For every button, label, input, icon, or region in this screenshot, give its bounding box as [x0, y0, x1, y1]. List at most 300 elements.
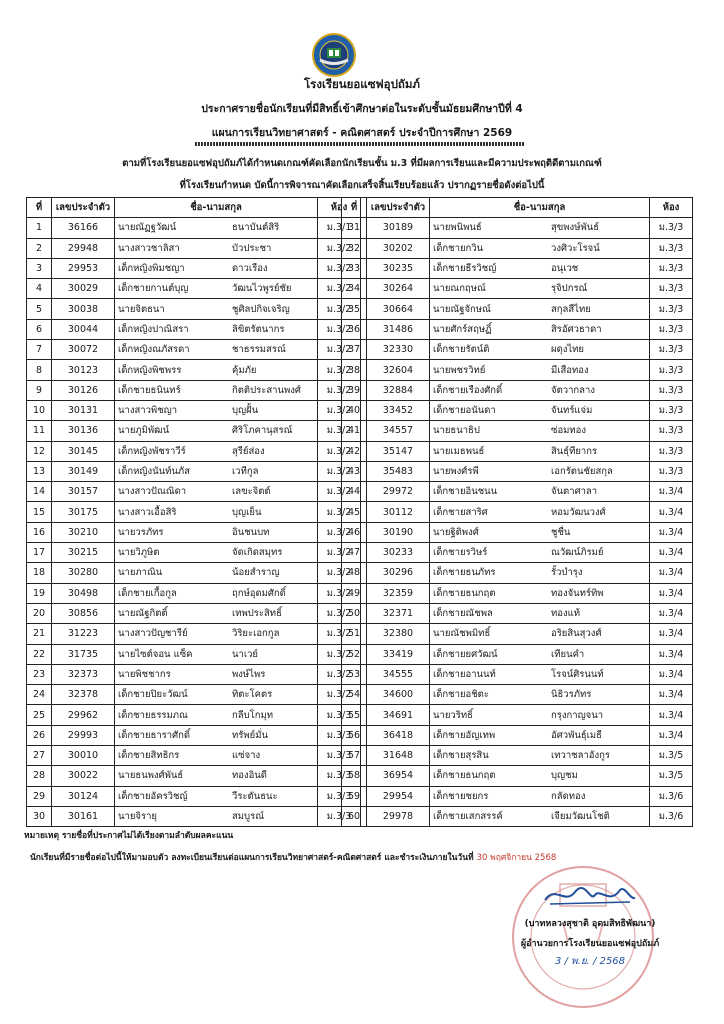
student-first-name: นายจิรายุ — [115, 806, 230, 826]
student-id: 35147 — [367, 441, 430, 461]
student-last-name: รั้วบำรุง — [548, 563, 650, 583]
student-room: ม.3/3 — [650, 238, 693, 258]
row-number: 28 — [27, 766, 52, 786]
student-room: ม.3/2 — [318, 258, 361, 278]
row-number: 37 — [342, 340, 367, 360]
table-row — [27, 664, 361, 684]
row-number: 47 — [342, 543, 367, 563]
table-row — [342, 583, 693, 603]
student-first-name: นางสาวชาลิสา — [115, 238, 230, 258]
student-first-name: เด็กชายธนกฤต — [430, 766, 549, 786]
student-room: ม.3/4 — [650, 583, 693, 603]
table-row — [342, 441, 693, 461]
student-id: 36954 — [367, 766, 430, 786]
row-number: 35 — [342, 299, 367, 319]
student-first-name: เด็กชายสุรสิน — [430, 746, 549, 766]
student-first-name: เด็กหญิงพิชพรร — [115, 360, 230, 380]
table-row — [27, 806, 361, 826]
row-number: 6 — [27, 319, 52, 339]
student-last-name: บัวประชา — [229, 238, 318, 258]
table-row — [342, 380, 693, 400]
student-first-name: เด็กชายรัตน์ติ — [430, 340, 549, 360]
table-row — [342, 502, 693, 522]
student-room: ม.3/2 — [318, 421, 361, 441]
student-last-name: บุญเย็น — [229, 502, 318, 522]
row-number: 19 — [27, 583, 52, 603]
student-first-name: เด็กชายธนกฤต — [430, 583, 549, 603]
school-name: โรงเรียนยอแซฟอุปถัมภ์ — [303, 77, 420, 91]
row-number: 41 — [342, 421, 367, 441]
table-header-row — [342, 198, 693, 218]
table-row — [27, 299, 361, 319]
row-number: 44 — [342, 482, 367, 502]
student-room: ม.3/3 — [650, 319, 693, 339]
student-last-name: เทียนคำ — [548, 644, 650, 664]
row-number: 54 — [342, 685, 367, 705]
student-room: ม.3/3 — [650, 360, 693, 380]
student-first-name: เด็กชายอัครวิชญ์ — [115, 786, 230, 806]
row-number: 13 — [27, 461, 52, 481]
row-number: 33 — [342, 258, 367, 278]
table-row — [27, 746, 361, 766]
student-last-name: พงษ์ไพร — [229, 664, 318, 684]
row-number: 23 — [27, 664, 52, 684]
row-number: 49 — [342, 583, 367, 603]
student-room: ม.3/4 — [650, 725, 693, 745]
student-first-name: นายจิตธนา — [115, 299, 230, 319]
student-first-name: นายณัฏฐวัฒน์ — [115, 218, 230, 238]
student-last-name: ศิริโภคานุสรณ์ — [229, 421, 318, 441]
table-row — [27, 360, 361, 380]
student-room: ม.3/4 — [650, 502, 693, 522]
table-row — [342, 766, 693, 786]
table-row — [342, 299, 693, 319]
student-last-name: โรจน์ศิรนนท์ — [548, 664, 650, 684]
student-first-name: เด็กหญิงณภัสรดา — [115, 340, 230, 360]
student-id: 30161 — [52, 806, 115, 826]
table-row — [27, 786, 361, 806]
student-room: ม.3/2 — [318, 522, 361, 542]
student-last-name: กลัดทอง — [548, 786, 650, 806]
row-number: 1 — [27, 218, 52, 238]
row-number: 50 — [342, 603, 367, 623]
table-row — [342, 482, 693, 502]
table-row — [342, 522, 693, 542]
signer-name: (บาทหลวงสุชาติ อุดมสิทธิพัฒนา) — [524, 919, 656, 929]
student-first-name: นายพชรวิทย์ — [430, 360, 549, 380]
student-id: 30215 — [52, 543, 115, 563]
table-row — [27, 258, 361, 278]
student-id: 30175 — [52, 502, 115, 522]
row-number: 30 — [27, 806, 52, 826]
student-id: 30038 — [52, 299, 115, 319]
row-number: 24 — [27, 685, 52, 705]
student-first-name: เด็กชายณัชพล — [430, 603, 549, 623]
student-room: ม.3/2 — [318, 238, 361, 258]
row-number: 40 — [342, 400, 367, 420]
student-room: ม.3/2 — [318, 279, 361, 299]
table-row — [342, 543, 693, 563]
student-room: ม.3/3 — [650, 340, 693, 360]
student-room: ม.3/3 — [318, 786, 361, 806]
student-room: ม.3/2 — [318, 624, 361, 644]
row-number: 51 — [342, 624, 367, 644]
table-row — [27, 563, 361, 583]
student-last-name: กรุงกาญจนา — [548, 705, 650, 725]
row-number: 18 — [27, 563, 52, 583]
table-row — [342, 421, 693, 441]
row-number: 39 — [342, 380, 367, 400]
student-id: 30498 — [52, 583, 115, 603]
student-first-name: นายณกฤษณ์ — [430, 279, 549, 299]
table-row — [342, 746, 693, 766]
student-id: 29993 — [52, 725, 115, 745]
student-first-name: เด็กชายสาริศ — [430, 502, 549, 522]
student-last-name: วิริยะเอกกูล — [229, 624, 318, 644]
table-row — [342, 340, 693, 360]
student-id: 31648 — [367, 746, 430, 766]
row-number: 12 — [27, 441, 52, 461]
student-id: 30856 — [52, 603, 115, 623]
row-number: 22 — [27, 644, 52, 664]
student-room: ม.3/2 — [318, 583, 361, 603]
student-first-name: เด็กชายกวิน — [430, 238, 549, 258]
row-number: 16 — [27, 522, 52, 542]
student-id: 30189 — [367, 218, 430, 238]
student-last-name: สุรีย์ส่อง — [229, 441, 318, 461]
row-number: 52 — [342, 644, 367, 664]
student-room: ม.3/3 — [650, 441, 693, 461]
header-room: ห้อง — [318, 198, 361, 218]
student-last-name: จัดเกิดสมุทร — [229, 543, 318, 563]
student-id: 30029 — [52, 279, 115, 299]
row-number: 45 — [342, 502, 367, 522]
student-room: ม.3/4 — [650, 482, 693, 502]
student-last-name: จันตาศาลา — [548, 482, 650, 502]
student-last-name: อัศวพันธุ์เมธี — [548, 725, 650, 745]
student-id: 30190 — [367, 522, 430, 542]
student-id: 34691 — [367, 705, 430, 725]
student-last-name: อนุเวช — [548, 258, 650, 278]
student-room: ม.3/6 — [650, 806, 693, 826]
student-id: 29953 — [52, 258, 115, 278]
table-row — [27, 705, 361, 725]
table-row — [342, 664, 693, 684]
student-room: ม.3/2 — [318, 461, 361, 481]
student-id: 29978 — [367, 806, 430, 826]
student-last-name: ธนาบันต์สิริ — [229, 218, 318, 238]
row-number: 3 — [27, 258, 52, 278]
table-row — [342, 725, 693, 745]
header-no: ที่ — [27, 198, 52, 218]
student-last-name: ผดุงไทย — [548, 340, 650, 360]
table-row — [27, 380, 361, 400]
student-last-name: ฤกษ์อุดมศักดิ์ — [229, 583, 318, 603]
student-table-left — [26, 197, 361, 827]
table-row — [27, 441, 361, 461]
row-number: 4 — [27, 279, 52, 299]
student-last-name: ซ่อมทอง — [548, 421, 650, 441]
student-first-name: นายพิชชากร — [115, 664, 230, 684]
student-first-name: เด็กชายอินชนน — [430, 482, 549, 502]
student-first-name: เด็กชายอานนท์ — [430, 664, 549, 684]
student-last-name: เจียมวัฒนโชติ — [548, 806, 650, 826]
student-last-name: วงศิวะโรจน์ — [548, 238, 650, 258]
row-number: 2 — [27, 238, 52, 258]
student-first-name: นางสาวปัญชารีย์ — [115, 624, 230, 644]
student-room: ม.3/2 — [318, 441, 361, 461]
student-id: 30145 — [52, 441, 115, 461]
student-room: ม.3/2 — [318, 482, 361, 502]
student-first-name: เด็กชายธรรมภณ — [115, 705, 230, 725]
student-id: 35483 — [367, 461, 430, 481]
student-room: ม.3/3 — [650, 421, 693, 441]
student-first-name: เด็กชายธีรวิชญ์ — [430, 258, 549, 278]
student-first-name: นางสาวเอื้อสิริ — [115, 502, 230, 522]
student-room: ม.3/3 — [650, 218, 693, 238]
student-room: ม.3/5 — [650, 766, 693, 786]
row-number: 11 — [27, 421, 52, 441]
student-first-name: นายวริทธิ์ — [430, 705, 549, 725]
student-first-name: เด็กชายเกื้อกูล — [115, 583, 230, 603]
student-first-name: นายไซต์จอน แซ็ค — [115, 644, 230, 664]
student-last-name: กลีบโกมุท — [229, 705, 318, 725]
student-id: 30235 — [367, 258, 430, 278]
student-last-name: นิธิวรภัทร — [548, 685, 650, 705]
signature-date: 3 / พ.ย. / 2568 — [554, 956, 626, 967]
student-room: ม.3/4 — [650, 705, 693, 725]
student-room: ม.3/2 — [318, 340, 361, 360]
row-number: 55 — [342, 705, 367, 725]
student-id: 30149 — [52, 461, 115, 481]
row-number: 58 — [342, 766, 367, 786]
student-id: 33419 — [367, 644, 430, 664]
school-logo-icon — [312, 33, 356, 77]
student-first-name: นายเมธพนธ์ — [430, 441, 549, 461]
table-row — [342, 705, 693, 725]
student-last-name: สุขพงษ์พันธ์ — [548, 218, 650, 238]
student-last-name: วัฒนไวพูรย์ชัย — [229, 279, 318, 299]
student-room: ม.3/2 — [318, 664, 361, 684]
table-row — [27, 624, 361, 644]
table-row — [27, 502, 361, 522]
student-first-name: นายณัฐจักษณ์ — [430, 299, 549, 319]
row-number: 17 — [27, 543, 52, 563]
student-first-name: เด็กชายธนภัทร — [430, 563, 549, 583]
student-id: 32378 — [52, 685, 115, 705]
table-row — [27, 238, 361, 258]
table-row — [342, 786, 693, 806]
announcement-subtitle: แผนการเรียนวิทยาศาสตร์ - คณิตศาสตร์ ประจำปีการศึกษา 2569 — [211, 127, 513, 139]
row-number: 5 — [27, 299, 52, 319]
student-first-name: เด็กชายธาราศักดิ์ — [115, 725, 230, 745]
student-last-name: ดาวเรือง — [229, 258, 318, 278]
table-row — [342, 644, 693, 664]
row-number: 15 — [27, 502, 52, 522]
student-last-name: กิตติประสานพงศ์ — [229, 380, 318, 400]
student-id: 30123 — [52, 360, 115, 380]
student-first-name: นายพงศ์รพี — [430, 461, 549, 481]
student-room: ม.3/1 — [318, 218, 361, 238]
row-number: 57 — [342, 746, 367, 766]
student-last-name: อริยสินสุวงศ์ — [548, 624, 650, 644]
student-room: ม.3/2 — [318, 380, 361, 400]
student-last-name: สินธุ์ทียากร — [548, 441, 650, 461]
student-room: ม.3/2 — [318, 644, 361, 664]
student-id: 32371 — [367, 603, 430, 623]
student-room: ม.3/4 — [650, 563, 693, 583]
student-id: 30072 — [52, 340, 115, 360]
table-row — [342, 603, 693, 623]
student-id: 34557 — [367, 421, 430, 441]
student-room: ม.3/4 — [650, 522, 693, 542]
student-room: ม.3/4 — [650, 685, 693, 705]
student-id: 30010 — [52, 746, 115, 766]
table-header-row — [27, 198, 361, 218]
student-last-name: คุ้มภัย — [229, 360, 318, 380]
student-last-name: วีระตันธนะ — [229, 786, 318, 806]
student-first-name: นางสาวพิชญา — [115, 400, 230, 420]
student-last-name: สกุลสีไทย — [548, 299, 650, 319]
student-room: ม.3/3 — [318, 766, 361, 786]
table-row — [342, 279, 693, 299]
student-id: 30264 — [367, 279, 430, 299]
table-row — [27, 644, 361, 664]
student-id: 32330 — [367, 340, 430, 360]
student-room: ม.3/3 — [650, 380, 693, 400]
student-id: 30664 — [367, 299, 430, 319]
student-id: 32884 — [367, 380, 430, 400]
student-id: 30280 — [52, 563, 115, 583]
signer-title: ผู้อำนวยการโรงเรียนยอแซฟอุปถัมภ์ — [520, 939, 660, 949]
student-id: 30044 — [52, 319, 115, 339]
row-number: 48 — [342, 563, 367, 583]
student-first-name: นายวิภูษิต — [115, 543, 230, 563]
student-last-name: ณวัฒน์ภิรมย์ — [548, 543, 650, 563]
student-id: 30126 — [52, 380, 115, 400]
row-number: 59 — [342, 786, 367, 806]
student-last-name: เลขะจิตต์ — [229, 482, 318, 502]
header-name: ชื่อ-นามสกุล — [115, 198, 318, 218]
student-first-name: เด็กชายรวิษร์ — [430, 543, 549, 563]
header-student-id: เลขประจำตัว — [52, 198, 115, 218]
table-row — [27, 461, 361, 481]
table-row — [342, 319, 693, 339]
student-last-name: สมบูรณ์ — [229, 806, 318, 826]
student-room: ม.3/4 — [650, 603, 693, 623]
row-number: 8 — [27, 360, 52, 380]
student-last-name: แซ่จาง — [229, 746, 318, 766]
student-room: ม.3/3 — [650, 258, 693, 278]
announcement-title: ประกาศรายชื่อนักเรียนที่มีสิทธิ์เข้าศึกษาต่อในระดับชั้นมัธยมศึกษาปีที่ 4 — [201, 103, 523, 115]
student-last-name: เวทีกูล — [229, 461, 318, 481]
student-room: ม.3/2 — [318, 543, 361, 563]
student-id: 30210 — [52, 522, 115, 542]
row-number: 29 — [27, 786, 52, 806]
student-last-name: ชาธรรมสรณ์ — [229, 340, 318, 360]
student-room: ม.3/2 — [318, 319, 361, 339]
student-first-name: เด็กชายกานต์บุญ — [115, 279, 230, 299]
table-row — [27, 340, 361, 360]
footnote: หมายเหตุ รายชื่อที่ประกาศไม่ได้เรียงตามลำดับผลคะแนน — [24, 831, 234, 841]
student-last-name: หอมวัฒนวงศ์ — [548, 502, 650, 522]
student-id: 31735 — [52, 644, 115, 664]
student-room: ม.3/2 — [318, 685, 361, 705]
student-room: ม.3/3 — [318, 725, 361, 745]
student-first-name: นายพนิพนธ์ — [430, 218, 549, 238]
student-first-name: นางสาวปัณณิดา — [115, 482, 230, 502]
student-first-name: นายภาณิน — [115, 563, 230, 583]
student-last-name: รุจิปกรณ์ — [548, 279, 650, 299]
student-id: 30124 — [52, 786, 115, 806]
student-last-name: ทองแท้ — [548, 603, 650, 623]
row-number: 14 — [27, 482, 52, 502]
student-id: 34555 — [367, 664, 430, 684]
student-first-name: นายธนาธิป — [430, 421, 549, 441]
student-last-name: เทพประสิทธิ์ — [229, 603, 318, 623]
student-room: ม.3/5 — [650, 746, 693, 766]
header-name: ชื่อ-นามสกุล — [430, 198, 650, 218]
student-id: 30157 — [52, 482, 115, 502]
student-first-name: นายณัชพมิทธิ์ — [430, 624, 549, 644]
row-number: 21 — [27, 624, 52, 644]
row-number: 20 — [27, 603, 52, 623]
row-number: 27 — [27, 746, 52, 766]
row-number: 42 — [342, 441, 367, 461]
student-first-name: นายฐิติพงศ์ — [430, 522, 549, 542]
table-row — [27, 725, 361, 745]
student-id: 33452 — [367, 400, 430, 420]
student-first-name: เด็กชายสิทธิกร — [115, 746, 230, 766]
student-room: ม.3/2 — [318, 563, 361, 583]
student-first-name: นายภูมิพัฒน์ — [115, 421, 230, 441]
student-id: 30112 — [367, 502, 430, 522]
notice-text: นักเรียนที่มีรายชื่อต่อไปนี้ให้มามอบตัว ลงทะเบียนเรียนต่อแผนการเรียนวิทยาศาสตร์-คณิตศาสตร์ และชำระเงินภายในวันที่ — [30, 853, 474, 863]
student-room: ม.3/4 — [650, 543, 693, 563]
student-id: 30233 — [367, 543, 430, 563]
student-id: 29972 — [367, 482, 430, 502]
table-row — [27, 319, 361, 339]
director-signature — [540, 880, 640, 910]
student-first-name: เด็กชายเสกสรรค์ — [430, 806, 549, 826]
student-last-name: เทวาชลาอังกูร — [548, 746, 650, 766]
table-row — [27, 766, 361, 786]
student-id: 31486 — [367, 319, 430, 339]
table-row — [342, 238, 693, 258]
student-id: 30296 — [367, 563, 430, 583]
student-room: ม.3/2 — [318, 502, 361, 522]
student-id: 30202 — [367, 238, 430, 258]
table-row — [342, 218, 693, 238]
row-number: 46 — [342, 522, 367, 542]
student-first-name: เด็กชายชยกร — [430, 786, 549, 806]
student-last-name: น้อยสำราญ — [229, 563, 318, 583]
row-number: 26 — [27, 725, 52, 745]
table-row — [27, 279, 361, 299]
table-row — [342, 624, 693, 644]
row-number: 36 — [342, 319, 367, 339]
student-id: 29954 — [367, 786, 430, 806]
notice-deadline: 30 พฤศจิกายน 2568 — [476, 853, 557, 863]
student-room: ม.3/4 — [650, 644, 693, 664]
student-room: ม.3/3 — [318, 746, 361, 766]
table-row — [342, 685, 693, 705]
student-last-name: ทองจันทร์ทิพ — [548, 583, 650, 603]
student-last-name: จัตวากลาง — [548, 380, 650, 400]
student-room: ม.3/3 — [650, 400, 693, 420]
table-row — [27, 482, 361, 502]
enrollment-notice — [30, 850, 556, 864]
